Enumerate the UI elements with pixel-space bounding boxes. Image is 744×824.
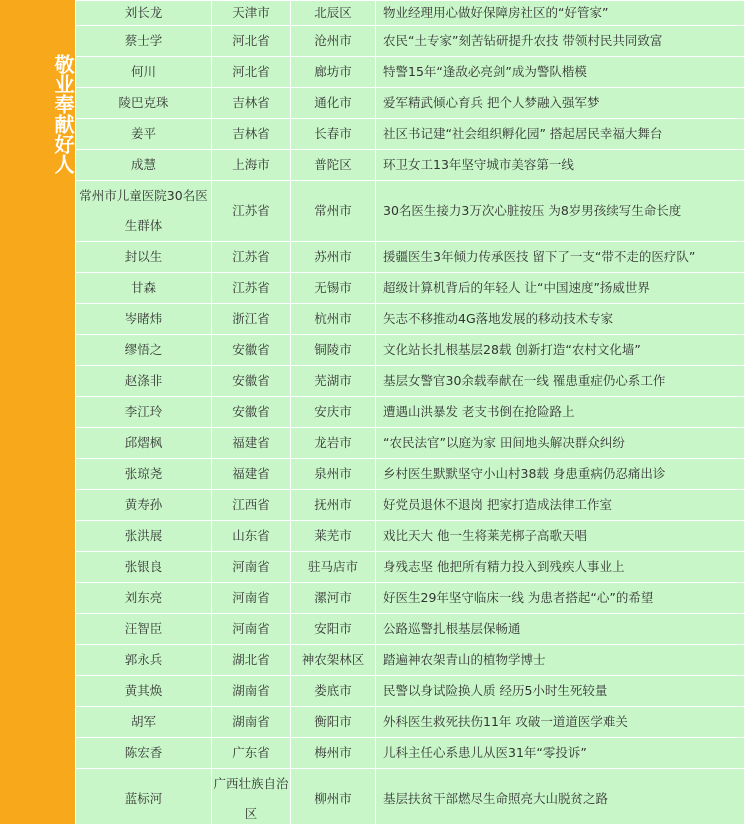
cell-city: 莱芜市 xyxy=(291,521,376,552)
cell-province: 吉林省 xyxy=(212,88,291,119)
cell-province: 天津市 xyxy=(212,1,291,26)
cell-description: 民警以身试险换人质 经历5小时生死较量 xyxy=(376,676,744,707)
cell-description: 基层扶贫干部燃尽生命照亮大山脱贫之路 xyxy=(376,769,744,824)
cell-province: 江苏省 xyxy=(212,242,291,273)
cell-description: 社区书记建“社会组织孵化园” 搭起居民幸福大舞台 xyxy=(376,119,744,150)
cell-city: 娄底市 xyxy=(291,676,376,707)
cell-name: 成慧 xyxy=(76,150,212,181)
cell-province: 广西壮族自治区 xyxy=(212,769,291,824)
cell-province: 河北省 xyxy=(212,57,291,88)
table-row xyxy=(76,26,744,57)
cell-name: 常州市儿童医院30名医生群体 xyxy=(76,181,212,242)
cell-city: 沧州市 xyxy=(291,26,376,57)
cell-city: 龙岩市 xyxy=(291,428,376,459)
cell-name: 黄其焕 xyxy=(76,676,212,707)
cell-city: 苏州市 xyxy=(291,242,376,273)
table-body xyxy=(76,1,744,824)
cell-description: 踏遍神农架青山的植物学博士 xyxy=(376,645,744,676)
cell-province: 湖北省 xyxy=(212,645,291,676)
cell-province: 湖南省 xyxy=(212,707,291,738)
table-row xyxy=(76,614,744,645)
cell-description: 戏比天大 他一生将莱芜梆子高歌天唱 xyxy=(376,521,744,552)
cell-city: 铜陵市 xyxy=(291,335,376,366)
cell-province: 安徽省 xyxy=(212,366,291,397)
table-row xyxy=(76,459,744,490)
cell-city: 漯河市 xyxy=(291,583,376,614)
cell-name: 胡军 xyxy=(76,707,212,738)
cell-description: 特警15年“逢敌必亮剑”成为警队楷模 xyxy=(376,57,744,88)
table-row xyxy=(76,366,744,397)
cell-description: 外科医生救死扶伤11年 攻破一道道医学难关 xyxy=(376,707,744,738)
cell-description: 环卫女工13年坚守城市美容第一线 xyxy=(376,150,744,181)
cell-name: 赵涤非 xyxy=(76,366,212,397)
table-container xyxy=(75,0,744,824)
cell-city: 安阳市 xyxy=(291,614,376,645)
cell-description: 爱军精武倾心育兵 把个人梦融入强军梦 xyxy=(376,88,744,119)
cell-province: 河南省 xyxy=(212,583,291,614)
cell-description: “农民法官”以庭为家 田间地头解决群众纠纷 xyxy=(376,428,744,459)
cell-province: 安徽省 xyxy=(212,335,291,366)
table-row xyxy=(76,119,744,150)
cell-description: 超级计算机背后的年轻人 让“中国速度”扬威世界 xyxy=(376,273,744,304)
cell-city: 安庆市 xyxy=(291,397,376,428)
table-row xyxy=(76,552,744,583)
table-row xyxy=(76,428,744,459)
cell-description: 遭遇山洪暴发 老支书倒在抢险路上 xyxy=(376,397,744,428)
cell-name: 邱熠枫 xyxy=(76,428,212,459)
cell-description: 物业经理用心做好保障房社区的“好管家” xyxy=(376,1,744,26)
cell-name: 蓝标河 xyxy=(76,769,212,824)
cell-name: 郭永兵 xyxy=(76,645,212,676)
cell-city: 泉州市 xyxy=(291,459,376,490)
honorees-table xyxy=(75,0,744,824)
cell-name: 缪悟之 xyxy=(76,335,212,366)
cell-description: 援疆医生3年倾力传承医技 留下了一支“带不走的医疗队” xyxy=(376,242,744,273)
cell-province: 江苏省 xyxy=(212,181,291,242)
cell-province: 浙江省 xyxy=(212,304,291,335)
cell-city: 常州市 xyxy=(291,181,376,242)
cell-description: 好党员退休不退岗 把家打造成法律工作室 xyxy=(376,490,744,521)
table-row xyxy=(76,181,744,242)
cell-province: 湖南省 xyxy=(212,676,291,707)
table-row xyxy=(76,583,744,614)
cell-province: 河南省 xyxy=(212,614,291,645)
table-row xyxy=(76,88,744,119)
cell-city: 杭州市 xyxy=(291,304,376,335)
cell-city: 北辰区 xyxy=(291,1,376,26)
cell-name: 岑睹炜 xyxy=(76,304,212,335)
cell-province: 吉林省 xyxy=(212,119,291,150)
table-row xyxy=(76,57,744,88)
table-row xyxy=(76,150,744,181)
cell-name: 张洪展 xyxy=(76,521,212,552)
table-row xyxy=(76,397,744,428)
cell-city: 梅州市 xyxy=(291,738,376,769)
cell-province: 江西省 xyxy=(212,490,291,521)
cell-province: 上海市 xyxy=(212,150,291,181)
cell-name: 张银良 xyxy=(76,552,212,583)
table-row xyxy=(76,490,744,521)
table-row xyxy=(76,335,744,366)
cell-city: 普陀区 xyxy=(291,150,376,181)
cell-city: 无锡市 xyxy=(291,273,376,304)
cell-province: 江苏省 xyxy=(212,273,291,304)
cell-description: 身残志坚 他把所有精力投入到残疾人事业上 xyxy=(376,552,744,583)
cell-city: 芜湖市 xyxy=(291,366,376,397)
cell-description: 农民“土专家”刻苦钻研提升农技 带领村民共同致富 xyxy=(376,26,744,57)
cell-name: 李江玲 xyxy=(76,397,212,428)
cell-city: 长春市 xyxy=(291,119,376,150)
cell-province: 福建省 xyxy=(212,459,291,490)
cell-city: 廊坊市 xyxy=(291,57,376,88)
cell-description: 基层女警官30余载奉献在一线 罹患重症仍心系工作 xyxy=(376,366,744,397)
cell-description: 矢志不移推动4G落地发展的移动技术专家 xyxy=(376,304,744,335)
table-row xyxy=(76,676,744,707)
cell-name: 张琼尧 xyxy=(76,459,212,490)
cell-name: 姜平 xyxy=(76,119,212,150)
table-row xyxy=(76,521,744,552)
cell-city: 抚州市 xyxy=(291,490,376,521)
category-label: 敬业奉献好人 xyxy=(51,54,75,174)
category-column xyxy=(0,0,75,824)
cell-name: 蔡士学 xyxy=(76,26,212,57)
cell-name: 黄寿孙 xyxy=(76,490,212,521)
cell-province: 河北省 xyxy=(212,26,291,57)
cell-name: 汪智臣 xyxy=(76,614,212,645)
cell-province: 河南省 xyxy=(212,552,291,583)
cell-city: 神农架林区 xyxy=(291,645,376,676)
cell-description: 30名医生接力3万次心脏按压 为8岁男孩续写生命长度 xyxy=(376,181,744,242)
cell-city: 衡阳市 xyxy=(291,707,376,738)
cell-description: 公路巡警扎根基层保畅通 xyxy=(376,614,744,645)
cell-city: 通化市 xyxy=(291,88,376,119)
cell-name: 陈宏香 xyxy=(76,738,212,769)
cell-city: 驻马店市 xyxy=(291,552,376,583)
cell-city: 柳州市 xyxy=(291,769,376,824)
cell-description: 文化站长扎根基层28载 创新打造“农村文化墙” xyxy=(376,335,744,366)
cell-name: 封以生 xyxy=(76,242,212,273)
table-row xyxy=(76,273,744,304)
table-row xyxy=(76,304,744,335)
cell-province: 广东省 xyxy=(212,738,291,769)
table-row xyxy=(76,769,744,824)
cell-description: 乡村医生默默坚守小山村38载 身患重病仍忍痛出诊 xyxy=(376,459,744,490)
table-row xyxy=(76,645,744,676)
cell-name: 刘长龙 xyxy=(76,1,212,26)
cell-name: 甘森 xyxy=(76,273,212,304)
table-row xyxy=(76,1,744,26)
cell-description: 儿科主任心系患儿从医31年“零投诉” xyxy=(376,738,744,769)
cell-name: 何川 xyxy=(76,57,212,88)
table-row xyxy=(76,707,744,738)
cell-province: 山东省 xyxy=(212,521,291,552)
cell-description: 好医生29年坚守临床一线 为患者搭起“心”的希望 xyxy=(376,583,744,614)
cell-province: 福建省 xyxy=(212,428,291,459)
cell-name: 陵巴克珠 xyxy=(76,88,212,119)
table-row xyxy=(76,242,744,273)
cell-name: 刘东亮 xyxy=(76,583,212,614)
cell-province: 安徽省 xyxy=(212,397,291,428)
table-row xyxy=(76,738,744,769)
